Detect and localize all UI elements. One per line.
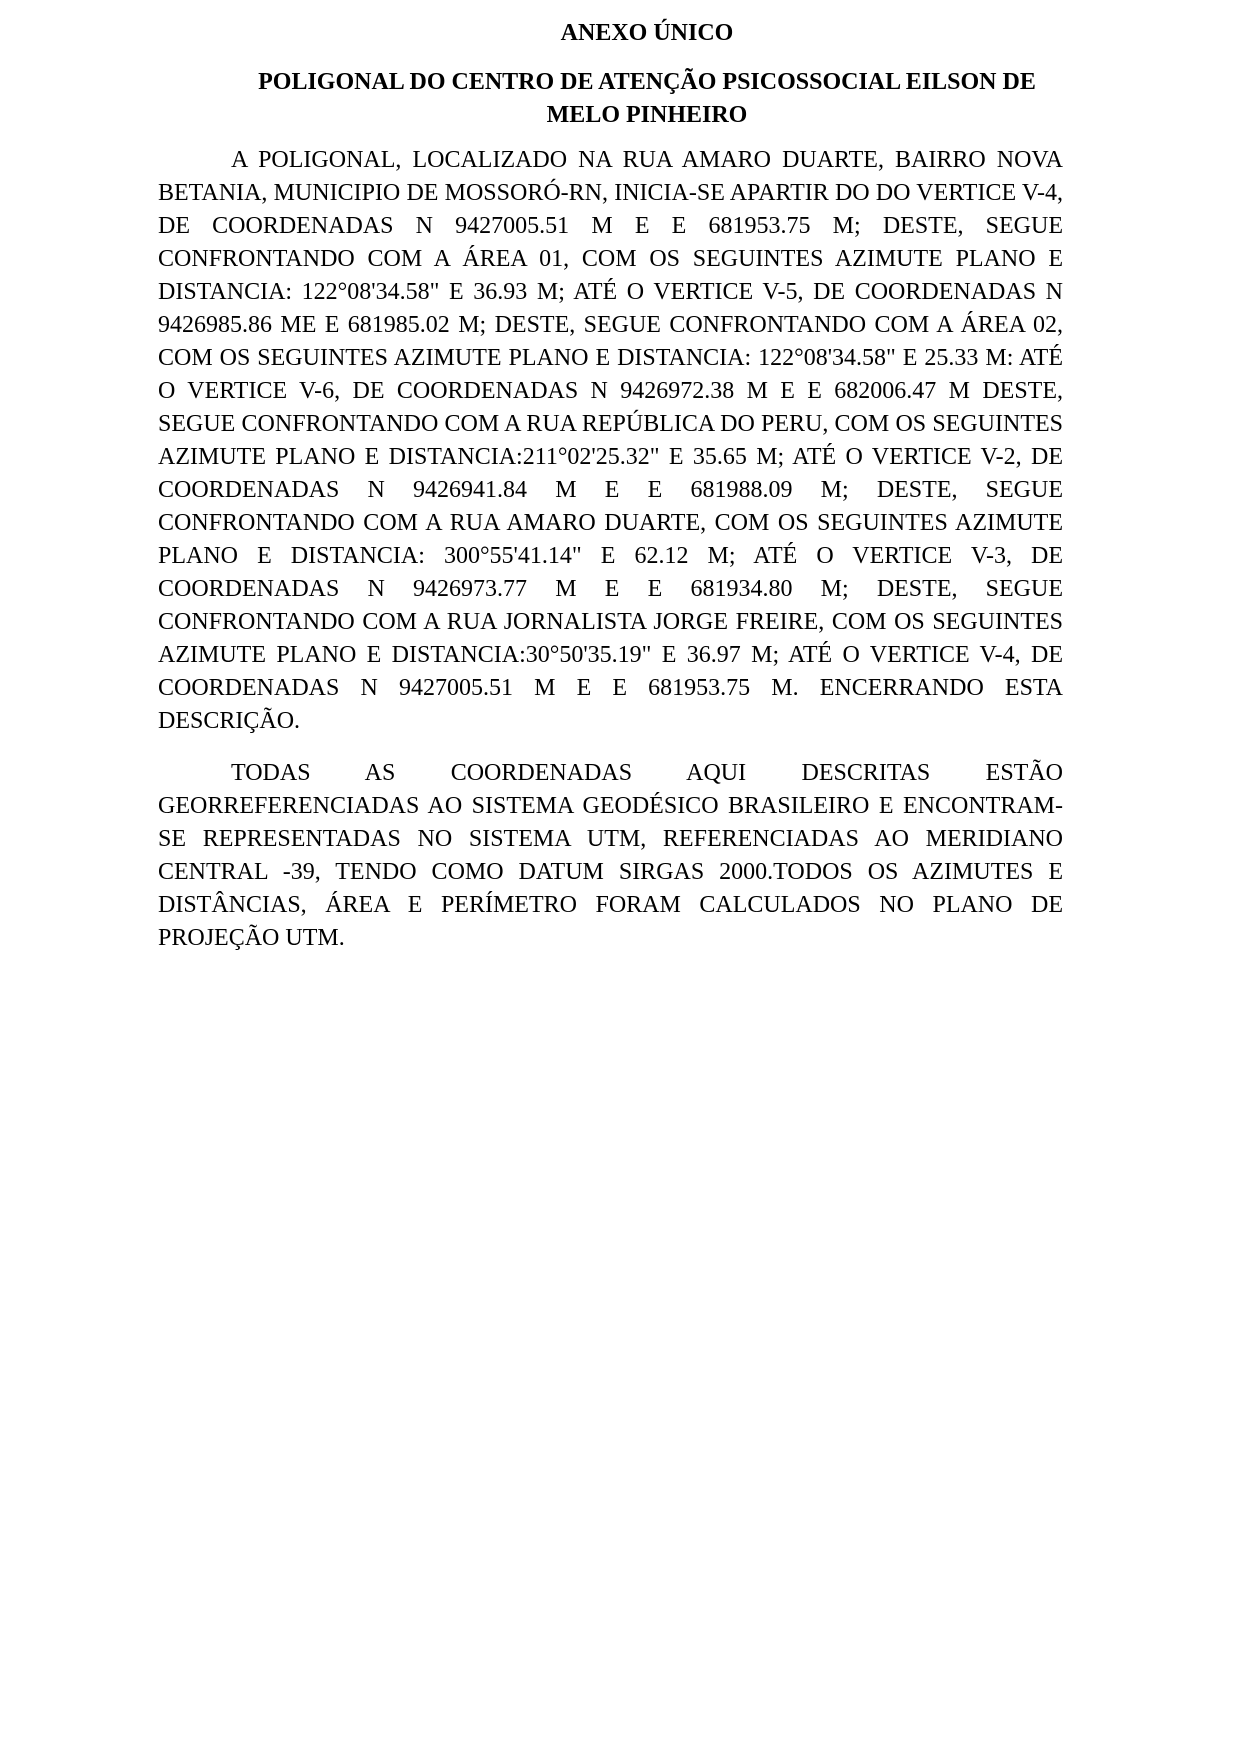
- polygon-description-paragraph: A POLIGONAL, LOCALIZADO NA RUA AMARO DUARTE, BAIRRO NOVA BETANIA, MUNICIPIO DE MOSSORÓ-RN, INICIA-SE APARTIR DO DO VERTICE V-4, DE COORDENADAS N 9427005.51 M E E 681953.75 M; DESTE, SEGUE CONFRONTANDO COM A ÁREA 01, COM OS SEGUINTES AZIMUTE PLANO E DISTANCIA: 122°08'34.58" E 36.93 M; ATÉ O VERTICE V-5, DE COORDENADAS N 9426985.86 ME E 681985.02 M; DESTE, SEGUE CONFRONTANDO COM A ÁREA 02, COM OS SEGUINTES AZIMUTE PLANO E DISTANCIA: 122°08'34.58" E 25.33 M: ATÉ O VERTICE V-6, DE COORDENADAS N 9426972.38 M E E 682006.47 M DESTE, SEGUE CONFRONTANDO COM A RUA REPÚBLICA DO PERU, COM OS SEGUINTES AZIMUTE PLANO E DISTANCIA:211°02'25.32" E 35.65 M; ATÉ O VERTICE V-2, DE COORDENADAS N 9426941.84 M E E 681988.09 M; DESTE, SEGUE CONFRONTANDO COM A RUA AMARO DUARTE, COM OS SEGUINTES AZIMUTE PLANO E DISTANCIA: 300°55'41.14" E 62.12 M; ATÉ O VERTICE V-3, DE COORDENADAS N 9426973.77 M E E 681934.80 M; DESTE, SEGUE CONFRONTANDO COM A RUA JORNALISTA JORGE FREIRE, COM OS SEGUINTES AZIMUTE PLANO E DISTANCIA:30°50'35.19" E 36.97 M; ATÉ O VERTICE V-4, DE COORDENADAS N 9427005.51 M E E 681953.75 M. ENCERRANDO ESTA DESCRIÇÃO.: [158, 147, 1063, 734]
- coordinate-system-paragraph: TODAS AS COORDENADAS AQUI DESCRITAS ESTÃO GEORREFERENCIADAS AO SISTEMA GEODÉSICO BRASILEIRO E ENCONTRAM-SE REPRESENTADAS NO SISTEMA UTM, REFERENCIADAS AO MERIDIANO CENTRAL -39, TENDO COMO DATUM SIRGAS 2000.TODOS OS AZIMUTES E DISTÂNCIAS, ÁREA E PERÍMETRO FORAM CALCULADOS NO PLANO DE PROJEÇÃO UTM.: [158, 760, 1063, 951]
- polygon-title: POLIGONAL DO CENTRO DE ATENÇÃO PSICOSSOCIAL EILSON DE MELO PINHEIRO: [258, 69, 1036, 128]
- annex-title: ANEXO ÚNICO: [560, 20, 734, 46]
